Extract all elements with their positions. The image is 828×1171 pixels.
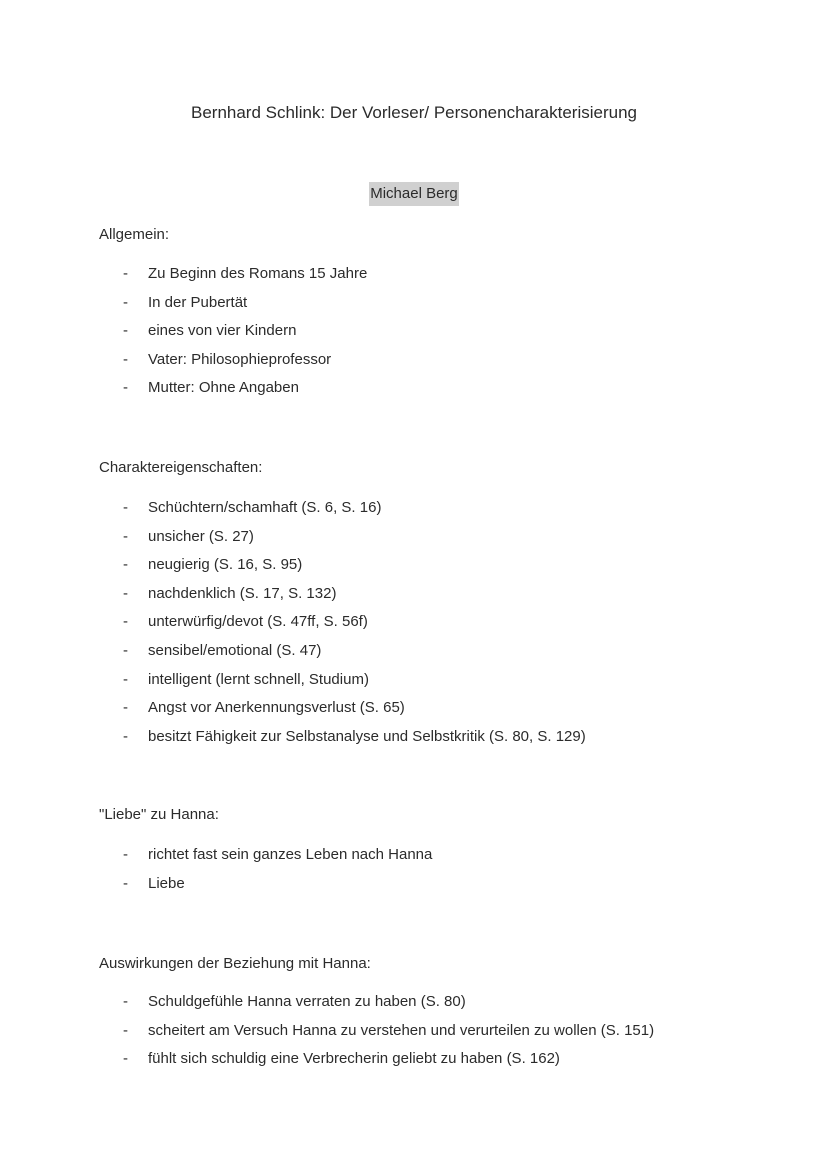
- list-item-text: Schuldgefühle Hanna verraten zu haben (S. 80): [148, 993, 466, 1010]
- bullet-dash: -: [123, 874, 128, 892]
- list-item: [99, 320, 367, 349]
- bullet-dash: -: [123, 350, 128, 368]
- list-item: [99, 292, 367, 321]
- bullet-dash: -: [123, 379, 128, 397]
- list-item-text: Zu Beginn des Romans 15 Jahre: [148, 265, 368, 282]
- list-auswirkungen: [99, 991, 654, 1077]
- subject-name-highlighted: Michael Berg: [369, 182, 459, 206]
- list-charaktereigenschaften: [99, 497, 586, 754]
- bullet-dash: -: [123, 1021, 128, 1039]
- section-heading-allgemein: Allgemein:: [99, 226, 170, 243]
- list-item: [99, 726, 586, 755]
- bullet-dash: -: [123, 584, 128, 602]
- bullet-dash: -: [123, 993, 128, 1010]
- list-item: [99, 873, 432, 902]
- bullet-dash: -: [123, 293, 128, 311]
- subject-heading-wrapper: [0, 182, 828, 206]
- list-item: [99, 991, 654, 1020]
- list-item-text: sensibel/emotional (S. 47): [148, 641, 322, 659]
- list-item-text: unterwürfig/devot (S. 47ff, S. 56f): [148, 613, 368, 631]
- bullet-dash: -: [123, 613, 128, 631]
- bullet-dash: -: [123, 1050, 128, 1068]
- list-item: [99, 349, 367, 378]
- list-item-text: fühlt sich schuldig eine Verbrecherin geliebt zu haben (S. 162): [148, 1050, 560, 1068]
- bullet-dash: -: [123, 322, 128, 340]
- list-item-text: Schüchtern/schamhaft (S. 6, S. 16): [148, 499, 382, 516]
- list-item-text: neugierig (S. 16, S. 95): [148, 556, 303, 574]
- list-item: [99, 497, 586, 526]
- bullet-dash: -: [123, 641, 128, 659]
- section-heading-charaktereigenschaften: Charaktereigenschaften:: [99, 459, 263, 476]
- bullet-dash: -: [123, 499, 128, 516]
- list-item: [99, 844, 432, 873]
- list-item-text: Liebe: [148, 874, 185, 892]
- list-item-text: Mutter: Ohne Angaben: [148, 379, 299, 397]
- bullet-dash: -: [123, 670, 128, 688]
- list-item-text: eines von vier Kindern: [148, 322, 297, 340]
- bullet-dash: -: [123, 265, 128, 282]
- list-allgemein: [99, 263, 367, 406]
- document-title: Bernhard Schlink: Der Vorleser/ Personencharakterisierung: [190, 103, 637, 122]
- list-item: [99, 640, 586, 669]
- bullet-dash: -: [123, 699, 128, 717]
- list-item: [99, 263, 367, 292]
- list-liebe-zu-hanna: [99, 844, 432, 901]
- list-item: [99, 526, 586, 555]
- bullet-dash: -: [123, 846, 128, 863]
- list-item-text: unsicher (S. 27): [148, 527, 254, 545]
- list-item-text: besitzt Fähigkeit zur Selbstanalyse und Selbstkritik (S. 80, S. 129): [148, 727, 586, 745]
- list-item: [99, 1048, 654, 1077]
- list-item-text: nachdenklich (S. 17, S. 132): [148, 584, 337, 602]
- list-item: [99, 377, 367, 406]
- list-item-text: richtet fast sein ganzes Leben nach Hanna: [148, 846, 433, 863]
- list-item: [99, 554, 586, 583]
- section-heading-liebe-zu-hanna: "Liebe" zu Hanna:: [99, 806, 219, 823]
- list-item-text: Angst vor Anerkennungsverlust (S. 65): [148, 699, 405, 717]
- list-item: [99, 1020, 654, 1049]
- list-item: [99, 697, 586, 726]
- bullet-dash: -: [123, 556, 128, 574]
- list-item: [99, 611, 586, 640]
- section-heading-auswirkungen: Auswirkungen der Beziehung mit Hanna:: [99, 955, 371, 972]
- bullet-dash: -: [123, 527, 128, 545]
- list-item: [99, 669, 586, 698]
- list-item-text: scheitert am Versuch Hanna zu verstehen und verurteilen zu wollen (S. 151): [148, 1021, 655, 1039]
- list-item-text: intelligent (lernt schnell, Studium): [148, 670, 369, 688]
- list-item-text: In der Pubertät: [148, 293, 248, 311]
- bullet-dash: -: [123, 727, 128, 745]
- list-item: [99, 583, 586, 612]
- list-item-text: Vater: Philosophieprofessor: [148, 350, 332, 368]
